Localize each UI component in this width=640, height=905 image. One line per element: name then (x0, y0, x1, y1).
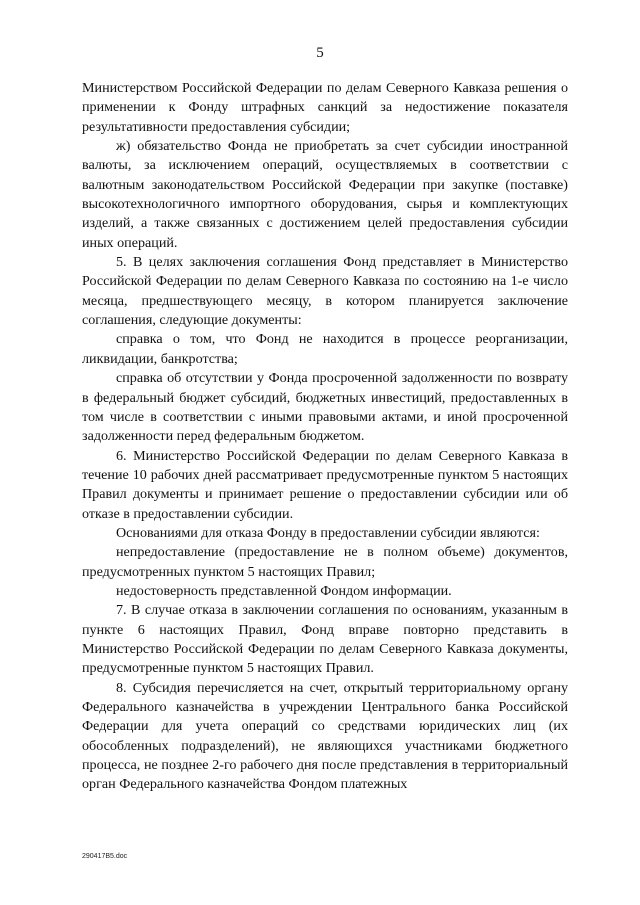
paragraph-point-7: 7. В случае отказа в заключении соглашения по основаниям, указанным в пункте 6 настоящих Правил, Фонд вправе повторно представить в Министерство Российской Федерации по делам Северного Кавказа документы, предусмотренные пунктом 5 настоящих Правил. (82, 602, 568, 677)
paragraph-refusal-grounds: Основаниями для отказа Фонду в предоставлении субсидии являются: (116, 524, 540, 541)
paragraph-point-8: 8. Субсидия перечисляется на счет, открытый территориальному органу Федерального казначейства в учреждении Центрального банка Российской Федерации для учета операций со средствами юридических лиц (их обособленных подразделений), не являющихся участниками бюджетного процесса, не позднее 2-го рабочего дня после представления в территориальный орган Федерального казначейства Фондом платежных (82, 679, 568, 793)
file-name-footer: 290417B5.doc (82, 853, 128, 860)
paragraph-point-5: 5. В целях заключения соглашения Фонд представляет в Министерство Российской Федерации по делам Северного Кавказа по состоянию на 1-е число месяца, предшествующего месяцу, в котором планируется заключение соглашения, следующие документы: (82, 254, 568, 329)
paragraph-non-submission: непредоставление (предоставление не в полном объеме) документов, предусмотренных пунктом 5 настоящих Правил; (82, 544, 568, 580)
paragraph-continuation: Министерством Российской Федерации по делам Северного Кавказа решения о применении к Фонду штрафных санкций за недостижение показателя результативности предоставления субсидии; (82, 80, 568, 135)
document-body (82, 79, 568, 795)
paragraph-item-zh: ж) обязательство Фонда не приобретать за счет субсидии иностранной валюты, за исключением операций, осуществляемых в соответствии с валютным законодательством Российской Федерации при закупке (поставке) высокотехнологичного импортного оборудования, сырья и комплектующих изделий, а также связанных с достижением целей предоставления субсидии иных операций. (82, 138, 568, 251)
paragraph-unreliable-info: недостоверность представленной Фондом информации. (116, 582, 452, 599)
paragraph-certificate-debt: справка об отсутствии у Фонда просроченной задолженности по возврату в федеральный бюджет субсидий, бюджетных инвестиций, предоставленных в том числе в соответствии с иными правовыми актами, и иной просроченной задолженности перед федеральным бюджетом. (82, 370, 568, 445)
paragraph-certificate-reorganization: справка о том, что Фонд не находится в процессе реорганизации, ликвидации, банкротства; (82, 331, 568, 367)
page-number: 5 (316, 45, 324, 61)
paragraph-point-6: 6. Министерство Российской Федерации по делам Северного Кавказа в течение 10 рабочих дней рассматривает предусмотренные пунктом 5 настоящих Правил документы и принимает решение о предоставлении субсидии или об отказе в предоставлении субсидии. (82, 447, 568, 522)
